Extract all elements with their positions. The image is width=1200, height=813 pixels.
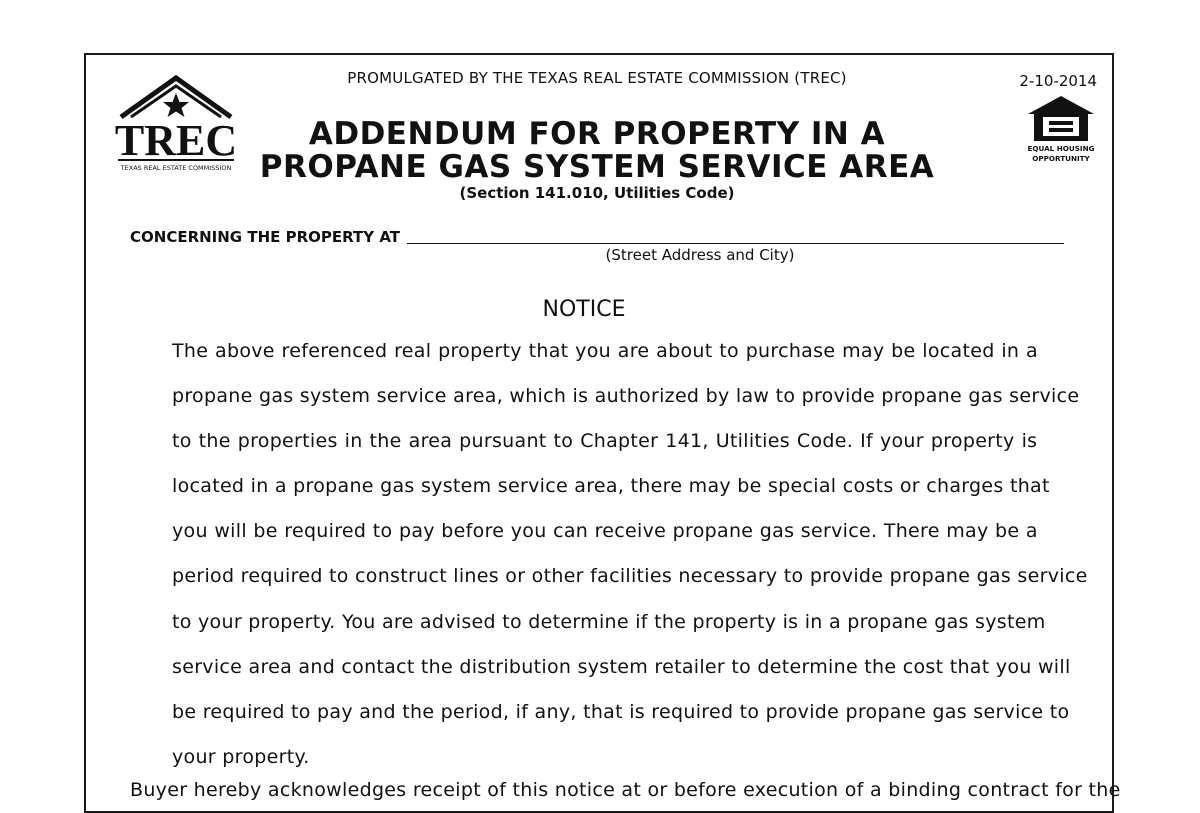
notice-heading: NOTICE — [542, 297, 626, 322]
property-address-caption: (Street Address and City) — [605, 246, 795, 264]
notice-line: be required to pay and the period, if any, that is required to provide propane gas service to — [172, 700, 1070, 723]
form-title-line1: ADDENDUM FOR PROPERTY IN A — [308, 116, 886, 152]
trec-caption: TEXAS REAL ESTATE COMMISSION — [120, 164, 232, 172]
notice-line: to your property. You are advised to determine if the property is in a propane gas system — [172, 610, 1046, 633]
form-title-line2: PROPANE GAS SYSTEM SERVICE AREA — [259, 149, 935, 185]
notice-line: propane gas system service area, which is authorized by law to provide propane gas service — [172, 385, 1080, 408]
equal-housing-line1: EQUAL HOUSING — [1027, 144, 1095, 153]
property-label: CONCERNING THE PROPERTY AT — [130, 228, 400, 246]
promulgated-line: PROMULGATED BY THE TEXAS REAL ESTATE COMMISSION (TREC) — [347, 69, 847, 87]
notice-line: The above referenced real property that you are about to purchase may be located in a — [172, 340, 1038, 362]
buyer-acknowledgement: Buyer hereby acknowledges receipt of this notice at or before execution of a binding contract for the — [130, 779, 1121, 801]
property-address-field[interactable] — [407, 243, 1064, 244]
equal-housing-line2: OPPORTUNITY — [1032, 154, 1090, 163]
notice-line: you will be required to pay before you can receive propane gas service. There may be a — [172, 520, 1038, 543]
notice-line: period required to construct lines or other facilities necessary to provide propane gas service — [172, 565, 1088, 588]
notice-line: your property. — [172, 745, 310, 768]
trec-logo — [115, 73, 237, 173]
notice-line: located in a propane gas system service area, there may be special costs or charges that — [172, 475, 1050, 498]
notice-line: to the properties in the area pursuant to Chapter 141, Utilities Code. If your property is — [172, 430, 1038, 453]
notice-paragraph — [172, 329, 1088, 780]
form-subtitle: (Section 141.010, Utilities Code) — [459, 184, 735, 202]
equal-housing-logo — [1025, 95, 1097, 167]
notice-line: service area and contact the distribution system retailer to determine the cost that you will — [172, 655, 1071, 678]
trec-wordmark: TREC — [115, 116, 237, 165]
form-date: 2-10-2014 — [1019, 72, 1097, 90]
